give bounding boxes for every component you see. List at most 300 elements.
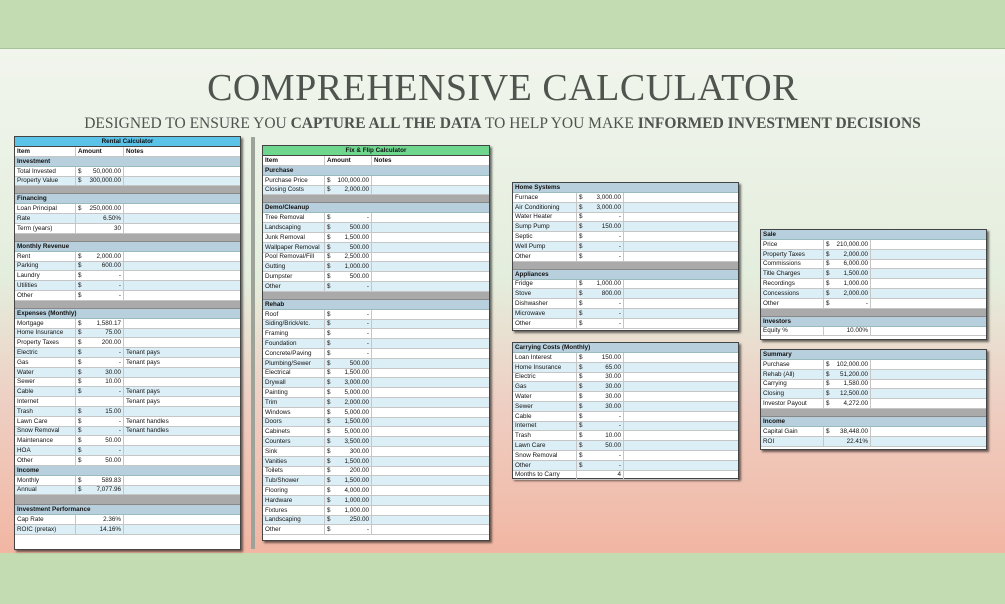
- cell-amount: [325, 378, 372, 387]
- cell-currency: $: [579, 442, 583, 450]
- table-row: [263, 388, 489, 398]
- cell-note: [624, 353, 738, 362]
- cell-item: Electric: [15, 348, 76, 357]
- cell-currency: $: [78, 388, 82, 396]
- cell-item: Dumpster: [263, 272, 325, 281]
- cell-item: Wallpaper Removal: [263, 243, 325, 252]
- cell-value: -: [618, 233, 621, 241]
- table-row: [263, 320, 489, 330]
- cell-currency: $: [579, 319, 583, 327]
- table-row: [15, 329, 240, 339]
- table-row: [15, 436, 240, 446]
- cell-amount: [824, 299, 871, 308]
- cell-currency: $: [826, 299, 830, 307]
- table-row: [761, 370, 986, 380]
- cell-currency: $: [78, 427, 82, 435]
- cell-item: Hardware: [263, 496, 325, 505]
- cell-value: 30.00: [605, 393, 621, 401]
- cell-item: Air Conditioning: [513, 203, 577, 212]
- cell-value: -: [118, 388, 121, 396]
- bottom-band: [0, 553, 1005, 604]
- cell-currency: $: [327, 214, 331, 222]
- cell-value: 12,500.00: [839, 390, 868, 398]
- cell-amount: [76, 446, 124, 455]
- cell-amount: [577, 289, 624, 298]
- cell-note: [871, 380, 986, 389]
- cell-amount: [824, 260, 871, 269]
- cell-item: Siding/Brick/etc.: [263, 320, 325, 329]
- cell-value: 50.00: [605, 442, 621, 450]
- cell-currency: $: [78, 252, 82, 260]
- cell-amount: [325, 408, 372, 417]
- cell-currency: $: [78, 329, 82, 337]
- cell-value: -: [618, 300, 621, 308]
- cell-currency: $: [327, 369, 331, 377]
- cell-note: [624, 392, 738, 401]
- cell-currency: $: [579, 242, 583, 250]
- cell-note: [124, 525, 240, 534]
- cell-item: Framing: [263, 329, 325, 338]
- cell-item: ROIC (pretax): [15, 525, 76, 534]
- table-row: [513, 193, 738, 203]
- cell-note: [624, 222, 738, 231]
- cell-amount: [325, 359, 372, 368]
- cell-item: Foundation: [263, 339, 325, 348]
- cell-value: 5,000.00: [344, 428, 369, 436]
- cell-note: [124, 271, 240, 280]
- cell-value: 300,000.00: [89, 177, 121, 185]
- section-header: Rehab: [263, 300, 489, 310]
- cell-amount: [824, 289, 871, 298]
- cell-note: [871, 240, 986, 249]
- cell-currency: $: [327, 233, 331, 241]
- cell-amount: [577, 431, 624, 440]
- cell-note: [624, 232, 738, 241]
- cell-currency: $: [327, 516, 331, 524]
- cell-note: [624, 193, 738, 202]
- spacer-row: [761, 409, 986, 417]
- cell-note: [624, 252, 738, 261]
- table-row: [513, 412, 738, 422]
- cell-note: Tenant handles: [126, 427, 169, 435]
- cell-amount: [325, 427, 372, 436]
- cell-item: Utilities: [15, 281, 76, 290]
- cell-currency: $: [78, 407, 82, 415]
- cell-value: 210,000.00: [836, 240, 868, 248]
- cell-currency: $: [327, 398, 331, 406]
- cell-currency: $: [327, 176, 331, 184]
- table-row: [263, 516, 489, 526]
- cell-amount: [325, 467, 372, 476]
- cell-amount: [577, 441, 624, 450]
- vertical-divider: [251, 137, 255, 549]
- table-row: [761, 279, 986, 289]
- cell-note: [624, 203, 738, 212]
- cell-currency: $: [579, 353, 583, 361]
- cell-value: 10.00%: [846, 327, 868, 335]
- cell-item: Annual: [15, 486, 76, 495]
- cell-item: Other: [513, 252, 577, 261]
- cell-amount: [824, 279, 871, 288]
- cell-item: Other: [263, 282, 325, 291]
- cell-value: -: [618, 242, 621, 250]
- cell-amount: [76, 417, 124, 426]
- cell-value: 1,580.00: [843, 380, 868, 388]
- cell-note: [124, 338, 240, 347]
- table-row: [513, 373, 738, 383]
- cell-note: [372, 516, 489, 525]
- cell-note: [624, 461, 738, 470]
- table-row: [513, 353, 738, 363]
- cell-amount: [76, 515, 124, 524]
- cell-amount: [577, 461, 624, 470]
- cell-amount: [824, 240, 871, 249]
- cell-currency: $: [327, 389, 331, 397]
- cell-note: [624, 402, 738, 411]
- table-row: [263, 447, 489, 457]
- cell-currency: $: [327, 506, 331, 514]
- cell-item: Furnace: [513, 193, 577, 202]
- cell-item: Other: [15, 456, 76, 465]
- cell-note: [624, 299, 738, 308]
- sale-sheet: [760, 229, 987, 340]
- cell-amount: [325, 476, 372, 485]
- cell-item: Lawn Care: [15, 417, 76, 426]
- cell-note: [372, 310, 489, 319]
- cell-amount: [325, 398, 372, 407]
- cell-currency: $: [826, 427, 830, 435]
- cell-amount: [577, 242, 624, 251]
- cell-item: Internet: [513, 422, 577, 431]
- cell-value: 600.00: [101, 262, 121, 270]
- cell-note: [124, 204, 240, 213]
- table-row: [263, 418, 489, 428]
- table-row: [15, 177, 240, 187]
- cell-note: [124, 252, 240, 261]
- spacer-row: [761, 309, 986, 317]
- section-header: Purchase: [263, 166, 489, 176]
- table-row: [263, 349, 489, 359]
- cell-amount: [76, 291, 124, 300]
- cell-value: -: [618, 461, 621, 469]
- spacer-row: [15, 301, 240, 309]
- cell-item: Closing: [761, 389, 824, 398]
- cell-value: 150.00: [601, 223, 621, 231]
- cell-item: Painting: [263, 388, 325, 397]
- cell-note: [124, 407, 240, 416]
- cell-currency: $: [78, 437, 82, 445]
- cell-note: [372, 388, 489, 397]
- cell-item: Well Pump: [513, 242, 577, 251]
- cell-note: [372, 223, 489, 232]
- cell-currency: $: [327, 457, 331, 465]
- cell-currency: $: [327, 428, 331, 436]
- cell-currency: $: [327, 224, 331, 232]
- table-row: [513, 451, 738, 461]
- cell-item: Sump Pump: [513, 222, 577, 231]
- cell-note: [372, 408, 489, 417]
- table-row: [15, 204, 240, 214]
- cell-note: [624, 471, 738, 480]
- cell-amount: [76, 486, 124, 495]
- cell-currency: $: [78, 205, 82, 213]
- cell-amount: [76, 167, 124, 176]
- section-header: Sale: [761, 230, 986, 240]
- page-title: COMPREHENSIVE CALCULATOR: [207, 67, 798, 109]
- cell-note: [624, 412, 738, 421]
- cell-item: Laundry: [15, 271, 76, 280]
- cell-item: Tub/Shower: [263, 476, 325, 485]
- cell-item: Trim: [263, 398, 325, 407]
- table-row: [263, 213, 489, 223]
- cell-item: Septic: [513, 232, 577, 241]
- cell-currency: $: [78, 456, 82, 464]
- cell-value: 589.83: [101, 476, 121, 484]
- table-row: [761, 437, 986, 447]
- table-row: [15, 525, 240, 535]
- table-row: [263, 378, 489, 388]
- cell-item: Property Taxes: [15, 338, 76, 347]
- table-row: [263, 467, 489, 477]
- cell-note: [871, 427, 986, 436]
- cell-currency: $: [579, 451, 583, 459]
- cell-item: Maintenance: [15, 436, 76, 445]
- table-row: [263, 339, 489, 349]
- cell-currency: $: [579, 402, 583, 410]
- table-row: [263, 496, 489, 506]
- cell-amount: [325, 486, 372, 495]
- cell-note: [871, 370, 986, 379]
- table-row: [513, 402, 738, 412]
- cell-amount: [824, 380, 871, 389]
- cell-amount: [577, 203, 624, 212]
- table-row: [513, 289, 738, 299]
- cell-note: Tenant handles: [126, 417, 169, 425]
- cell-value: 102,000.00: [836, 360, 868, 368]
- cell-amount: [325, 447, 372, 456]
- cell-value: 4,000.00: [344, 487, 369, 494]
- cell-item: Lawn Care: [513, 441, 577, 450]
- cell-value: 5,000.00: [344, 389, 369, 397]
- cell-item: Doors: [263, 418, 325, 427]
- table-row: [263, 233, 489, 243]
- cell-item: Counters: [263, 437, 325, 446]
- cell-currency: $: [78, 349, 82, 357]
- top-band: [0, 0, 1005, 49]
- table-row: [263, 506, 489, 516]
- cell-note: [372, 243, 489, 252]
- cell-amount: [76, 368, 124, 377]
- cell-value: -: [618, 451, 621, 459]
- table-row: [513, 422, 738, 432]
- cell-amount: [76, 281, 124, 290]
- cell-item: Other: [15, 291, 76, 300]
- cell-item: Landscaping: [263, 516, 325, 525]
- cell-note: [624, 451, 738, 460]
- cell-item: Term (years): [15, 224, 76, 233]
- table-row: [15, 167, 240, 177]
- cell-value: 30.00: [605, 383, 621, 391]
- cell-value: 15.00: [105, 407, 121, 415]
- cell-amount: [76, 525, 124, 534]
- table-row: [761, 380, 986, 390]
- cell-amount: [325, 176, 372, 185]
- cell-note: [624, 242, 738, 251]
- table-row: [15, 281, 240, 291]
- cell-item: Plumbing/Sewer: [263, 359, 325, 368]
- cell-currency: $: [579, 363, 583, 371]
- cell-note: [624, 289, 738, 298]
- cell-note: [124, 262, 240, 271]
- cell-note: [372, 320, 489, 329]
- header-amount: Amount: [76, 147, 124, 156]
- cell-item: Pool Removal/Fill: [263, 253, 325, 262]
- cell-item: Cabinets: [263, 427, 325, 436]
- cell-value: -: [366, 349, 369, 357]
- cell-note: [372, 339, 489, 348]
- cell-amount: [325, 516, 372, 525]
- cell-note: [124, 368, 240, 377]
- cell-amount: [824, 370, 871, 379]
- cell-currency: $: [78, 262, 82, 270]
- table-row: [263, 223, 489, 233]
- cell-item: Water Heater: [513, 213, 577, 222]
- cell-note: [124, 214, 240, 223]
- cell-item: Equity %: [761, 327, 824, 336]
- column-header-row: [15, 147, 240, 157]
- cell-item: Drywall: [263, 378, 325, 387]
- cell-note: [372, 398, 489, 407]
- cell-currency: $: [579, 213, 583, 221]
- cell-note: [372, 213, 489, 222]
- cell-currency: $: [327, 340, 331, 348]
- cell-item: Purchase Price: [263, 176, 325, 185]
- cell-currency: $: [78, 339, 82, 347]
- cell-amount: [76, 271, 124, 280]
- cell-amount: [76, 262, 124, 271]
- cell-note: [871, 289, 986, 298]
- cell-item: Trash: [513, 431, 577, 440]
- cell-item: Other: [263, 525, 325, 534]
- table-row: [15, 214, 240, 224]
- cell-value: 1,000.00: [344, 506, 369, 514]
- cell-amount: [76, 476, 124, 485]
- cell-note: [124, 329, 240, 338]
- cell-value: 1,500.00: [344, 233, 369, 241]
- cell-currency: $: [579, 309, 583, 317]
- cell-currency: $: [327, 186, 331, 194]
- cell-value: -: [118, 417, 121, 425]
- cell-amount: [76, 204, 124, 213]
- cell-note: [624, 373, 738, 382]
- header-notes: Notes: [126, 147, 144, 155]
- cell-item: Recordings: [761, 279, 824, 288]
- cell-note: [372, 253, 489, 262]
- table-row: [513, 471, 738, 481]
- cell-currency: $: [78, 378, 82, 386]
- cell-value: 6.50%: [103, 215, 121, 223]
- cell-amount: [325, 329, 372, 338]
- cell-value: 1,000.00: [344, 496, 369, 504]
- cell-item: Investor Payout: [761, 399, 824, 408]
- cell-amount: [325, 282, 372, 291]
- cell-amount: [325, 223, 372, 232]
- cell-note: [124, 446, 240, 455]
- table-row: [263, 457, 489, 467]
- table-row: [15, 407, 240, 417]
- cell-note: Tenant pays: [126, 349, 160, 357]
- cell-amount: [824, 437, 871, 446]
- cell-value: 1,000.00: [596, 280, 621, 288]
- cell-item: Flooring: [263, 486, 325, 495]
- cell-value: 50.00: [105, 437, 121, 445]
- section-header: Financing: [15, 194, 240, 204]
- cell-note: [124, 281, 240, 290]
- cell-currency: $: [327, 310, 331, 318]
- cell-note: [124, 291, 240, 300]
- cell-amount: [76, 456, 124, 465]
- cell-currency: $: [579, 383, 583, 391]
- cell-value: 38,448.00: [839, 427, 868, 435]
- cell-value: -: [366, 214, 369, 222]
- cell-note: [871, 399, 986, 408]
- cell-note: [372, 427, 489, 436]
- cell-item: Tree Removal: [263, 213, 325, 222]
- cell-value: -: [618, 309, 621, 317]
- table-row: [263, 437, 489, 447]
- cell-value: 3,000.00: [596, 193, 621, 201]
- cell-amount: [577, 280, 624, 289]
- cell-value: -: [366, 526, 369, 534]
- cell-item: Toilets: [263, 467, 325, 476]
- cell-note: [624, 309, 738, 318]
- cell-item: Other: [761, 299, 824, 308]
- cell-currency: $: [78, 167, 82, 175]
- cell-amount: [824, 427, 871, 436]
- cell-value: 2,000.00: [344, 398, 369, 406]
- cell-item: Microwave: [513, 309, 577, 318]
- table-row: [15, 319, 240, 329]
- cell-value: 2.36%: [103, 516, 121, 524]
- cell-note: [372, 437, 489, 446]
- cell-item: Snow Removal: [513, 451, 577, 460]
- cell-amount: [76, 338, 124, 347]
- cell-currency: $: [327, 496, 331, 504]
- cell-amount: [577, 451, 624, 460]
- spacer-row: [15, 234, 240, 242]
- cell-note: [372, 506, 489, 515]
- cell-note: [372, 329, 489, 338]
- cell-amount: [325, 320, 372, 329]
- cell-item: Rate: [15, 214, 76, 223]
- cell-currency: $: [78, 177, 82, 185]
- table-row: [15, 397, 240, 407]
- cell-currency: $: [327, 282, 331, 290]
- cell-value: 2,000.00: [96, 252, 121, 260]
- table-row: [513, 461, 738, 471]
- cell-amount: [824, 389, 871, 398]
- cell-amount: [76, 252, 124, 261]
- cell-currency: $: [78, 319, 82, 327]
- cell-item: Fixtures: [263, 506, 325, 515]
- cell-value: 1,500.00: [344, 457, 369, 465]
- cell-item: Closing Costs: [263, 186, 325, 195]
- table-row: [761, 399, 986, 409]
- cell-note: [624, 382, 738, 391]
- cell-note: [372, 378, 489, 387]
- cell-item: Mortgage: [15, 319, 76, 328]
- section-header: Investors: [761, 317, 986, 327]
